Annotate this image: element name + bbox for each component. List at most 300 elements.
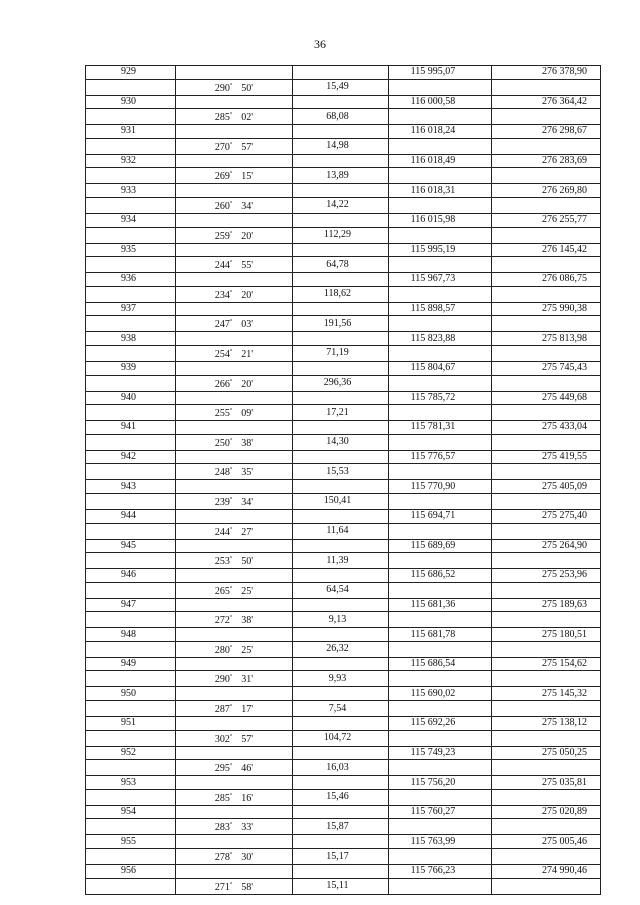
angle-degrees-value: 260: [214, 200, 230, 212]
empty-cell: [389, 849, 492, 865]
segment-distance: 7,54: [293, 701, 389, 717]
segment-row: [86, 138, 601, 154]
empty-cell: [86, 641, 176, 657]
degree-symbol: °: [229, 378, 233, 385]
empty-cell: [293, 243, 389, 257]
degree-symbol: °: [229, 348, 233, 355]
angle-degrees: [215, 852, 232, 863]
angle-minutes: 27': [241, 526, 254, 538]
empty-cell: [293, 717, 389, 731]
empty-cell: [293, 302, 389, 316]
angle-degrees: [215, 112, 232, 123]
empty-cell: [293, 539, 389, 553]
empty-cell: [492, 434, 601, 450]
angle-degrees-value: 290: [214, 674, 230, 686]
segment-row: [86, 227, 601, 243]
empty-cell: [293, 569, 389, 583]
point-number: 932: [86, 154, 176, 168]
y-coordinate: 275 433,04: [492, 421, 601, 435]
segment-distance: 64,78: [293, 257, 389, 273]
bearing-angle: [176, 405, 293, 421]
angle-degrees: [215, 704, 232, 715]
bearing-angle: [176, 701, 293, 717]
degree-symbol: °: [229, 496, 233, 503]
degree-symbol: °: [229, 763, 233, 770]
x-coordinate: 116 018,49: [389, 154, 492, 168]
x-coordinate: 115 781,31: [389, 421, 492, 435]
empty-cell: [176, 273, 293, 287]
segment-row: [86, 109, 601, 125]
degree-symbol: °: [229, 615, 233, 622]
empty-cell: [86, 138, 176, 154]
empty-cell: [389, 227, 492, 243]
empty-cell: [389, 138, 492, 154]
segment-distance: 11,39: [293, 553, 389, 569]
point-number: 942: [86, 450, 176, 464]
empty-cell: [389, 286, 492, 302]
angle-degrees-value: 269: [214, 171, 230, 183]
angle-degrees-value: 255: [214, 408, 230, 420]
point-number: 929: [86, 66, 176, 80]
empty-cell: [293, 628, 389, 642]
segment-distance: 64,54: [293, 582, 389, 598]
empty-cell: [293, 480, 389, 494]
angle-degrees-value: 244: [214, 260, 230, 272]
y-coordinate: 276 378,90: [492, 66, 601, 80]
segment-distance: 112,29: [293, 227, 389, 243]
angle-degrees: [215, 171, 232, 182]
angle-degrees: [215, 201, 232, 212]
point-row: [86, 687, 601, 701]
angle-degrees: [215, 586, 232, 597]
empty-cell: [492, 197, 601, 213]
point-row: [86, 154, 601, 168]
degree-symbol: °: [229, 260, 233, 267]
empty-cell: [492, 701, 601, 717]
empty-cell: [86, 523, 176, 539]
y-coordinate: 276 283,69: [492, 154, 601, 168]
point-row: [86, 273, 601, 287]
y-coordinate: 276 298,67: [492, 125, 601, 139]
y-coordinate: 276 269,80: [492, 184, 601, 198]
point-row: [86, 865, 601, 879]
empty-cell: [389, 523, 492, 539]
empty-cell: [176, 509, 293, 523]
empty-cell: [492, 138, 601, 154]
x-coordinate: 115 995,07: [389, 66, 492, 80]
angle-minutes: 25': [241, 644, 254, 656]
point-row: [86, 125, 601, 139]
empty-cell: [176, 184, 293, 198]
y-coordinate: 276 255,77: [492, 213, 601, 227]
segment-row: [86, 671, 601, 687]
segment-distance: 13,89: [293, 168, 389, 184]
empty-cell: [86, 582, 176, 598]
angle-degrees-value: 259: [214, 230, 230, 242]
empty-cell: [293, 835, 389, 849]
empty-cell: [492, 878, 601, 894]
empty-cell: [176, 569, 293, 583]
x-coordinate: 115 776,57: [389, 450, 492, 464]
empty-cell: [492, 168, 601, 184]
angle-degrees: [215, 734, 232, 745]
angle-minutes: 57': [241, 141, 254, 153]
empty-cell: [389, 701, 492, 717]
empty-cell: [389, 257, 492, 273]
angle-minutes: 03': [241, 319, 254, 331]
empty-cell: [176, 361, 293, 375]
bearing-angle: [176, 464, 293, 480]
empty-cell: [86, 168, 176, 184]
angle-degrees-value: 285: [214, 792, 230, 804]
point-number: 956: [86, 865, 176, 879]
empty-cell: [293, 391, 389, 405]
empty-cell: [86, 197, 176, 213]
empty-cell: [293, 657, 389, 671]
angle-degrees: [215, 467, 232, 478]
point-row: [86, 391, 601, 405]
degree-symbol: °: [229, 408, 233, 415]
empty-cell: [293, 865, 389, 879]
coordinates-table-body: [86, 66, 601, 895]
empty-cell: [492, 79, 601, 95]
empty-cell: [293, 273, 389, 287]
angle-degrees-value: 239: [214, 496, 230, 508]
degree-symbol: °: [229, 644, 233, 651]
point-number: 933: [86, 184, 176, 198]
empty-cell: [492, 760, 601, 776]
empty-cell: [389, 760, 492, 776]
empty-cell: [389, 671, 492, 687]
y-coordinate: 275 180,51: [492, 628, 601, 642]
empty-cell: [492, 849, 601, 865]
empty-cell: [389, 553, 492, 569]
bearing-angle: [176, 109, 293, 125]
empty-cell: [176, 598, 293, 612]
segment-distance: 14,22: [293, 197, 389, 213]
point-number: 949: [86, 657, 176, 671]
angle-degrees: [215, 527, 232, 538]
point-number: 955: [86, 835, 176, 849]
angle-minutes: 20': [241, 230, 254, 242]
empty-cell: [389, 168, 492, 184]
segment-row: [86, 375, 601, 391]
point-number: 946: [86, 569, 176, 583]
angle-minutes: 17': [241, 704, 254, 716]
segment-row: [86, 197, 601, 213]
bearing-angle: [176, 493, 293, 509]
degree-symbol: °: [229, 881, 233, 888]
degree-symbol: °: [229, 437, 233, 444]
empty-cell: [293, 687, 389, 701]
empty-cell: [86, 671, 176, 687]
degree-symbol: °: [229, 171, 233, 178]
empty-cell: [492, 316, 601, 332]
point-row: [86, 569, 601, 583]
point-row: [86, 95, 601, 109]
point-row: [86, 480, 601, 494]
angle-degrees: [215, 142, 232, 153]
empty-cell: [492, 345, 601, 361]
x-coordinate: 115 694,71: [389, 509, 492, 523]
empty-cell: [86, 405, 176, 421]
point-number: 952: [86, 746, 176, 760]
empty-cell: [389, 789, 492, 805]
point-row: [86, 243, 601, 257]
angle-minutes: 38': [241, 437, 254, 449]
point-row: [86, 332, 601, 346]
point-number: 947: [86, 598, 176, 612]
degree-symbol: °: [229, 733, 233, 740]
segment-distance: 15,17: [293, 849, 389, 865]
empty-cell: [389, 434, 492, 450]
empty-cell: [86, 345, 176, 361]
y-coordinate: 275 154,62: [492, 657, 601, 671]
empty-cell: [492, 464, 601, 480]
empty-cell: [86, 286, 176, 302]
y-coordinate: 275 275,40: [492, 509, 601, 523]
point-row: [86, 746, 601, 760]
empty-cell: [86, 464, 176, 480]
degree-symbol: °: [229, 319, 233, 326]
point-number: 936: [86, 273, 176, 287]
angle-degrees: [215, 290, 232, 301]
angle-degrees: [215, 408, 232, 419]
segment-distance: 26,32: [293, 641, 389, 657]
y-coordinate: 275 990,38: [492, 302, 601, 316]
segment-row: [86, 79, 601, 95]
degree-symbol: °: [229, 289, 233, 296]
empty-cell: [389, 316, 492, 332]
point-number: 945: [86, 539, 176, 553]
x-coordinate: 115 686,54: [389, 657, 492, 671]
angle-degrees: [215, 260, 232, 271]
segment-distance: 71,19: [293, 345, 389, 361]
angle-degrees-value: 295: [214, 763, 230, 775]
x-coordinate: 115 689,69: [389, 539, 492, 553]
angle-degrees-value: 302: [214, 733, 230, 745]
bearing-angle: [176, 612, 293, 628]
empty-cell: [389, 612, 492, 628]
point-number: 951: [86, 717, 176, 731]
x-coordinate: 115 681,78: [389, 628, 492, 642]
x-coordinate: 115 690,02: [389, 687, 492, 701]
segment-distance: 150,41: [293, 493, 389, 509]
angle-degrees-value: 250: [214, 437, 230, 449]
segment-row: [86, 345, 601, 361]
empty-cell: [293, 746, 389, 760]
empty-cell: [176, 628, 293, 642]
empty-cell: [293, 95, 389, 109]
bearing-angle: [176, 434, 293, 450]
empty-cell: [492, 730, 601, 746]
empty-cell: [176, 154, 293, 168]
angle-degrees: [215, 763, 232, 774]
y-coordinate: 275 264,90: [492, 539, 601, 553]
y-coordinate: 275 005,46: [492, 835, 601, 849]
segment-row: [86, 493, 601, 509]
segment-row: [86, 286, 601, 302]
empty-cell: [86, 878, 176, 894]
segment-row: [86, 789, 601, 805]
x-coordinate: 115 823,88: [389, 332, 492, 346]
empty-cell: [293, 450, 389, 464]
segment-distance: 17,21: [293, 405, 389, 421]
point-number: 941: [86, 421, 176, 435]
angle-minutes: 30': [241, 852, 254, 864]
point-number: 934: [86, 213, 176, 227]
empty-cell: [492, 227, 601, 243]
angle-degrees-value: 285: [214, 112, 230, 124]
empty-cell: [86, 79, 176, 95]
segment-row: [86, 582, 601, 598]
empty-cell: [389, 464, 492, 480]
angle-minutes: 33': [241, 822, 254, 834]
angle-minutes: 57': [241, 733, 254, 745]
angle-degrees-value: 248: [214, 467, 230, 479]
y-coordinate: 276 145,42: [492, 243, 601, 257]
segment-distance: 16,03: [293, 760, 389, 776]
x-coordinate: 115 995,19: [389, 243, 492, 257]
empty-cell: [293, 154, 389, 168]
angle-degrees: [215, 882, 232, 893]
x-coordinate: 115 785,72: [389, 391, 492, 405]
empty-cell: [389, 493, 492, 509]
empty-cell: [176, 213, 293, 227]
empty-cell: [492, 789, 601, 805]
angle-minutes: 20': [241, 289, 254, 301]
bearing-angle: [176, 375, 293, 391]
empty-cell: [293, 184, 389, 198]
angle-degrees-value: 290: [214, 82, 230, 94]
segment-distance: 15,46: [293, 789, 389, 805]
x-coordinate: 115 686,52: [389, 569, 492, 583]
segment-row: [86, 701, 601, 717]
y-coordinate: 275 449,68: [492, 391, 601, 405]
empty-cell: [86, 553, 176, 569]
point-row: [86, 509, 601, 523]
bearing-angle: [176, 878, 293, 894]
empty-cell: [492, 286, 601, 302]
degree-symbol: °: [229, 230, 233, 237]
degree-symbol: °: [229, 141, 233, 148]
angle-degrees-value: 280: [214, 644, 230, 656]
empty-cell: [389, 345, 492, 361]
degree-symbol: °: [229, 82, 233, 89]
empty-cell: [492, 257, 601, 273]
angle-degrees: [215, 319, 232, 330]
segment-row: [86, 612, 601, 628]
empty-cell: [293, 805, 389, 819]
y-coordinate: 275 745,43: [492, 361, 601, 375]
segment-row: [86, 819, 601, 835]
x-coordinate: 116 000,58: [389, 95, 492, 109]
x-coordinate: 115 756,20: [389, 776, 492, 790]
angle-degrees-value: 272: [214, 615, 230, 627]
empty-cell: [176, 687, 293, 701]
y-coordinate: 275 035,81: [492, 776, 601, 790]
empty-cell: [293, 776, 389, 790]
empty-cell: [176, 332, 293, 346]
segment-distance: 15,53: [293, 464, 389, 480]
angle-degrees-value: 265: [214, 585, 230, 597]
bearing-angle: [176, 316, 293, 332]
y-coordinate: 276 086,75: [492, 273, 601, 287]
empty-cell: [176, 66, 293, 80]
empty-cell: [389, 405, 492, 421]
angle-degrees: [215, 438, 232, 449]
degree-symbol: °: [229, 822, 233, 829]
point-number: 937: [86, 302, 176, 316]
degree-symbol: °: [229, 467, 233, 474]
bearing-angle: [176, 819, 293, 835]
y-coordinate: 274 990,46: [492, 865, 601, 879]
segment-distance: 104,72: [293, 730, 389, 746]
degree-symbol: °: [229, 200, 233, 207]
angle-minutes: 58': [241, 881, 254, 893]
bearing-angle: [176, 197, 293, 213]
point-number: 950: [86, 687, 176, 701]
y-coordinate: 275 419,55: [492, 450, 601, 464]
empty-cell: [492, 493, 601, 509]
empty-cell: [492, 405, 601, 421]
y-coordinate: 275 050,25: [492, 746, 601, 760]
point-number: 939: [86, 361, 176, 375]
empty-cell: [492, 553, 601, 569]
angle-minutes: 46': [241, 763, 254, 775]
empty-cell: [86, 760, 176, 776]
degree-symbol: °: [229, 704, 233, 711]
empty-cell: [389, 878, 492, 894]
point-row: [86, 450, 601, 464]
angle-degrees: [215, 556, 232, 567]
empty-cell: [86, 375, 176, 391]
empty-cell: [293, 66, 389, 80]
segment-distance: 14,30: [293, 434, 389, 450]
empty-cell: [293, 509, 389, 523]
bearing-angle: [176, 582, 293, 598]
empty-cell: [492, 641, 601, 657]
empty-cell: [176, 776, 293, 790]
empty-cell: [492, 819, 601, 835]
angle-degrees-value: 244: [214, 526, 230, 538]
segment-row: [86, 641, 601, 657]
x-coordinate: 115 760,27: [389, 805, 492, 819]
point-number: 938: [86, 332, 176, 346]
empty-cell: [176, 391, 293, 405]
angle-minutes: 31': [241, 674, 254, 686]
bearing-angle: [176, 760, 293, 776]
angle-degrees: [215, 615, 232, 626]
point-row: [86, 598, 601, 612]
degree-symbol: °: [229, 585, 233, 592]
angle-degrees-value: 270: [214, 141, 230, 153]
angle-minutes: 55': [241, 260, 254, 272]
empty-cell: [293, 421, 389, 435]
x-coordinate: 115 766,23: [389, 865, 492, 879]
y-coordinate: 275 253,96: [492, 569, 601, 583]
point-row: [86, 657, 601, 671]
degree-symbol: °: [229, 674, 233, 681]
x-coordinate: 116 015,98: [389, 213, 492, 227]
x-coordinate: 116 018,24: [389, 125, 492, 139]
angle-minutes: 35': [241, 467, 254, 479]
x-coordinate: 115 763,99: [389, 835, 492, 849]
segment-distance: 14,98: [293, 138, 389, 154]
empty-cell: [176, 746, 293, 760]
empty-cell: [293, 125, 389, 139]
y-coordinate: 275 405,09: [492, 480, 601, 494]
